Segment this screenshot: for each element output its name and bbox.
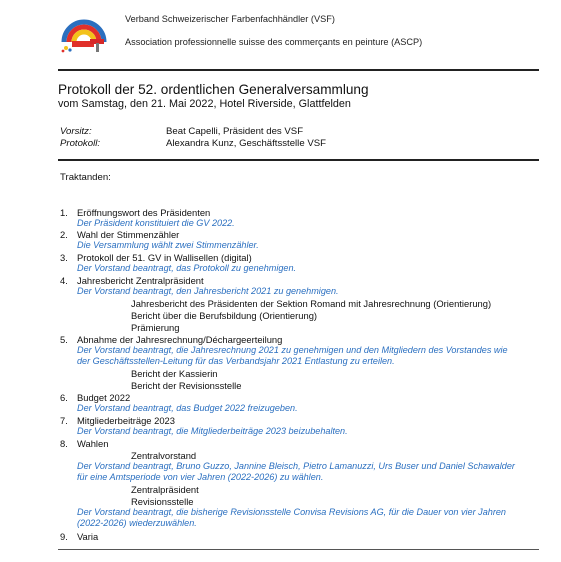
org-name-de: Verband Schweizerischer Farbenfachhändler (VSF) bbox=[125, 14, 335, 24]
item-number: 1. bbox=[60, 207, 68, 218]
item-note: (2022-2026) wiederzuwählen. bbox=[77, 518, 197, 528]
sub-item: Jahresbericht des Präsidenten der Sektion Romand mit Jahresrechnung (Orientierung) bbox=[131, 298, 492, 309]
item-note: der Geschäftsstellen-Leitung für das Verbandsjahr 2021 Entlastung zu erteilen. bbox=[77, 356, 395, 366]
item-number: 8. bbox=[60, 438, 68, 449]
protokoll-value: Alexandra Kunz, Geschäftsstelle VSF bbox=[166, 138, 326, 149]
page-subtitle: vom Samstag, den 21. Mai 2022, Hotel Riverside, Glattfelden bbox=[58, 98, 351, 110]
item-note: Der Präsident konstituiert die GV 2022. bbox=[77, 218, 235, 228]
section-divider bbox=[58, 159, 539, 161]
protokoll-label: Protokoll: bbox=[60, 138, 100, 149]
item-title: Eröffnungswort des Präsidenten bbox=[77, 207, 211, 218]
item-note: Der Vorstand beantragt, den Jahresbericht 2021 zu genehmigen. bbox=[77, 286, 339, 296]
item-number: 4. bbox=[60, 275, 68, 286]
item-note: Der Vorstand beantragt, das Protokoll zu genehmigen. bbox=[77, 263, 297, 273]
item-number: 7. bbox=[60, 415, 68, 426]
sub-item: Prämierung bbox=[131, 322, 180, 333]
item-note: Der Vorstand beantragt, die bisherige Revisionsstelle Convisa Revisions AG, für die Dauer von vier Jahren bbox=[77, 507, 506, 517]
item-title: Wahl der Stimmenzähler bbox=[77, 229, 180, 240]
item-title: Budget 2022 bbox=[77, 392, 131, 403]
item-title: Varia bbox=[77, 531, 99, 542]
vsf-logo-icon bbox=[58, 12, 110, 54]
traktanden-heading: Traktanden: bbox=[60, 172, 111, 183]
item-title: Abnahme der Jahresrechnung/Déchargeerteilung bbox=[77, 334, 283, 345]
item-number: 2. bbox=[60, 229, 68, 240]
org-name-fr: Association professionnelle suisse des commerçants en peinture (ASCP) bbox=[125, 37, 423, 47]
item-note: Die Versammlung wählt zwei Stimmenzähler. bbox=[77, 240, 259, 250]
footer-divider bbox=[58, 549, 539, 550]
page-title: Protokoll der 52. ordentlichen Generalversammlung bbox=[58, 82, 369, 97]
item-note: für eine Amtsperiode von vier Jahren (2022-2026) zu wählen. bbox=[77, 472, 324, 482]
sub-item: Bericht über die Berufsbildung (Orientierung) bbox=[131, 310, 318, 321]
item-number: 3. bbox=[60, 252, 68, 263]
item-note: Der Vorstand beantragt, das Budget 2022 freizugeben. bbox=[77, 403, 298, 413]
vorsitz-label: Vorsitz: bbox=[60, 126, 92, 137]
sub-item: Revisionsstelle bbox=[131, 496, 194, 507]
sub-item: Bericht der Kassierin bbox=[131, 368, 218, 379]
item-number: 6. bbox=[60, 392, 68, 403]
item-note: Der Vorstand beantragt, Bruno Guzzo, Jannine Bleisch, Pietro Lamanuzzi, Urs Buser und Daniel Schawalder bbox=[77, 461, 515, 471]
item-title: Wahlen bbox=[77, 438, 109, 449]
item-note: Der Vorstand beantragt, die Mitgliederbeiträge 2023 beizubehalten. bbox=[77, 426, 348, 436]
item-title: Mitgliederbeiträge 2023 bbox=[77, 415, 175, 426]
item-number: 9. bbox=[60, 531, 68, 542]
sub-item: Zentralvorstand bbox=[131, 450, 197, 461]
vorsitz-value: Beat Capelli, Präsident des VSF bbox=[166, 126, 304, 137]
sub-item: Bericht der Revisionsstelle bbox=[131, 380, 242, 391]
item-note: Der Vorstand beantragt, die Jahresrechnung 2021 zu genehmigen und den Mitgliedern des Vorstandes wie bbox=[77, 345, 508, 355]
item-title: Jahresbericht Zentralpräsident bbox=[77, 275, 204, 286]
item-title: Protokoll der 51. GV in Wallisellen (digital) bbox=[77, 252, 252, 263]
item-number: 5. bbox=[60, 334, 68, 345]
sub-item: Zentralpräsident bbox=[131, 484, 199, 495]
header-divider bbox=[58, 69, 539, 71]
